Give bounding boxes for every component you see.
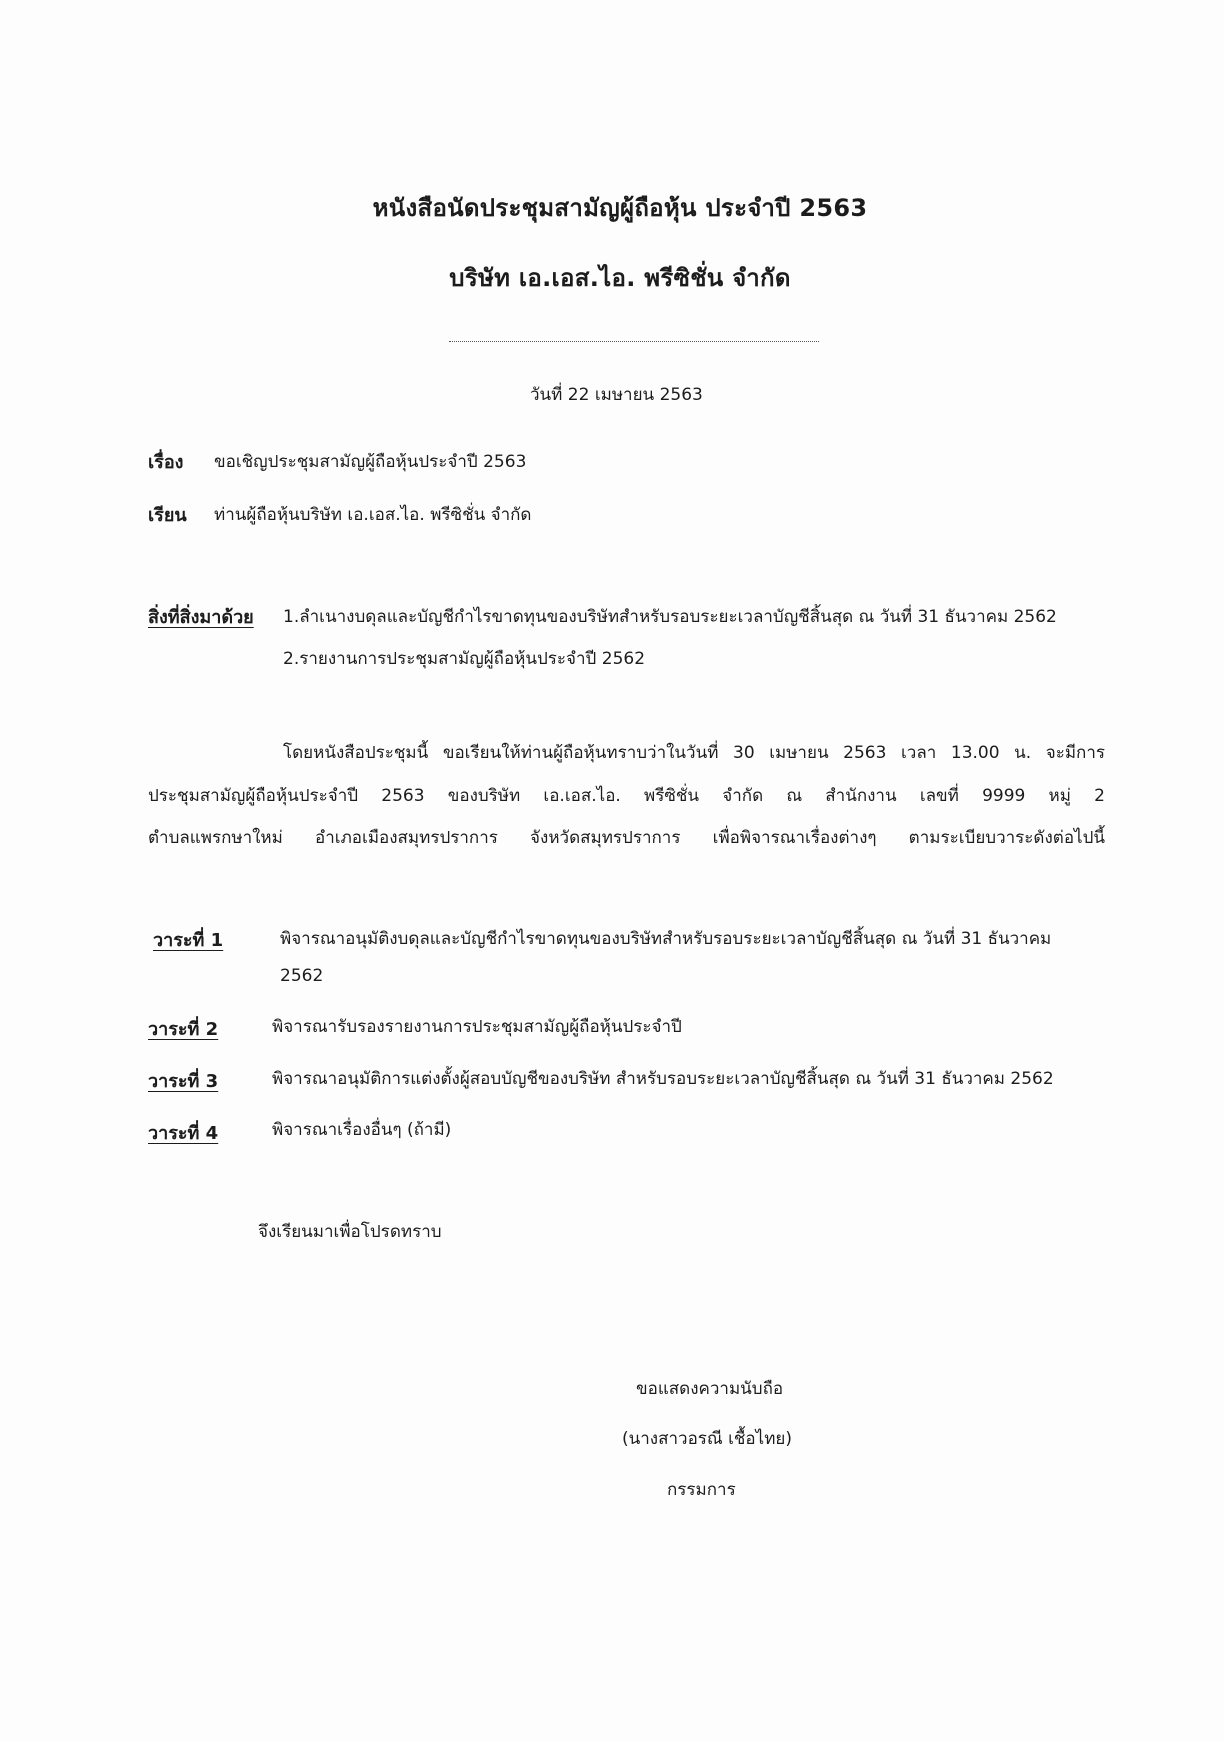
document-title: หนังสือนัดประชุมสามัญผู้ถือหุ้น ประจำปี 2563	[372, 194, 868, 222]
body-paragraph-line: ตำบลแพรกษาใหม่ อำเภอเมืองสมุทรปราการ จังหวัดสมุทรปราการ เพื่อพิจารณาเรื่องต่างๆ ตามระเบียบวาระดังต่อไปนี้	[148, 828, 1105, 848]
agenda-label-3: วาระที่ 3	[148, 1071, 219, 1092]
company-name: บริษัท เอ.เอส.ไอ. พรีซิชั่น จำกัด	[449, 264, 791, 292]
closing-line: จึงเรียนมาเพื่อโปรดทราบ	[258, 1222, 442, 1242]
signatory-name: (นางสาวอรณี เชื้อไทย)	[622, 1429, 792, 1449]
agenda-label-4: วาระที่ 4	[148, 1123, 219, 1144]
body-paragraph-line: ประชุมสามัญผู้ถือหุ้นประจำปี 2563 ของบริษัท เอ.เอส.ไอ. พรีซิชั่น จำกัด ณ สำนักงาน เลขที่ 9999 หมู่ 2	[148, 786, 1105, 806]
agenda-text-1: พิจารณาอนุมัติงบดุลและบัญชีกำไรขาดทุนของบริษัทสำหรับรอบระยะเวลาบัญชีสิ้นสุด ณ วันที่ 31 ธันวาคม	[280, 929, 1052, 949]
agenda-text-3: พิจารณาอนุมัติการแต่งตั้งผู้สอบบัญชีของบริษัท สำหรับรอบระยะเวลาบัญชีสิ้นสุด ณ วันที่ 31 ธันวาคม 2562	[272, 1069, 1054, 1089]
title-divider	[449, 341, 819, 342]
addressee-label: เรียน	[148, 505, 187, 526]
agenda-label-2: วาระที่ 2	[148, 1019, 219, 1040]
body-paragraph-line: โดยหนังสือประชุมนี้ ขอเรียนให้ท่านผู้ถือหุ้นทราบว่าในวันที่ 30 เมษายน 2563 เวลา 13.00 น. จะมีการ	[283, 743, 1105, 763]
addressee-text: ท่านผู้ถือหุ้นบริษัท เอ.เอส.ไอ. พรีซิชั่น จำกัด	[214, 505, 532, 525]
agenda-label-1: วาระที่ 1	[153, 930, 224, 951]
letter-date: วันที่ 22 เมษายน 2563	[530, 385, 703, 405]
agenda-text-2: พิจารณารับรองรายงานการประชุมสามัญผู้ถือหุ้นประจำปี	[272, 1017, 682, 1037]
agenda-text-4: พิจารณาเรื่องอื่นๆ (ถ้ามี)	[272, 1120, 452, 1140]
subject-text: ขอเชิญประชุมสามัญผู้ถือหุ้นประจำปี 2563	[214, 452, 527, 472]
enclosure-item: 1.ลำเนางบดุลและบัญชีกำไรขาดทุนของบริษัทสำหรับรอบระยะเวลาบัญชีสิ้นสุด ณ วันที่ 31 ธันวาคม 2562	[283, 607, 1057, 627]
signatory-position: กรรมการ	[667, 1480, 736, 1500]
signature-regards: ขอแสดงความนับถือ	[636, 1379, 784, 1399]
agenda-text-1-continuation: 2562	[280, 966, 324, 986]
enclosures-label: สิ่งที่สิ่งมาด้วย	[148, 607, 254, 628]
enclosure-item: 2.รายงานการประชุมสามัญผู้ถือหุ้นประจำปี 2562	[283, 649, 646, 669]
subject-label: เรื่อง	[148, 452, 184, 473]
